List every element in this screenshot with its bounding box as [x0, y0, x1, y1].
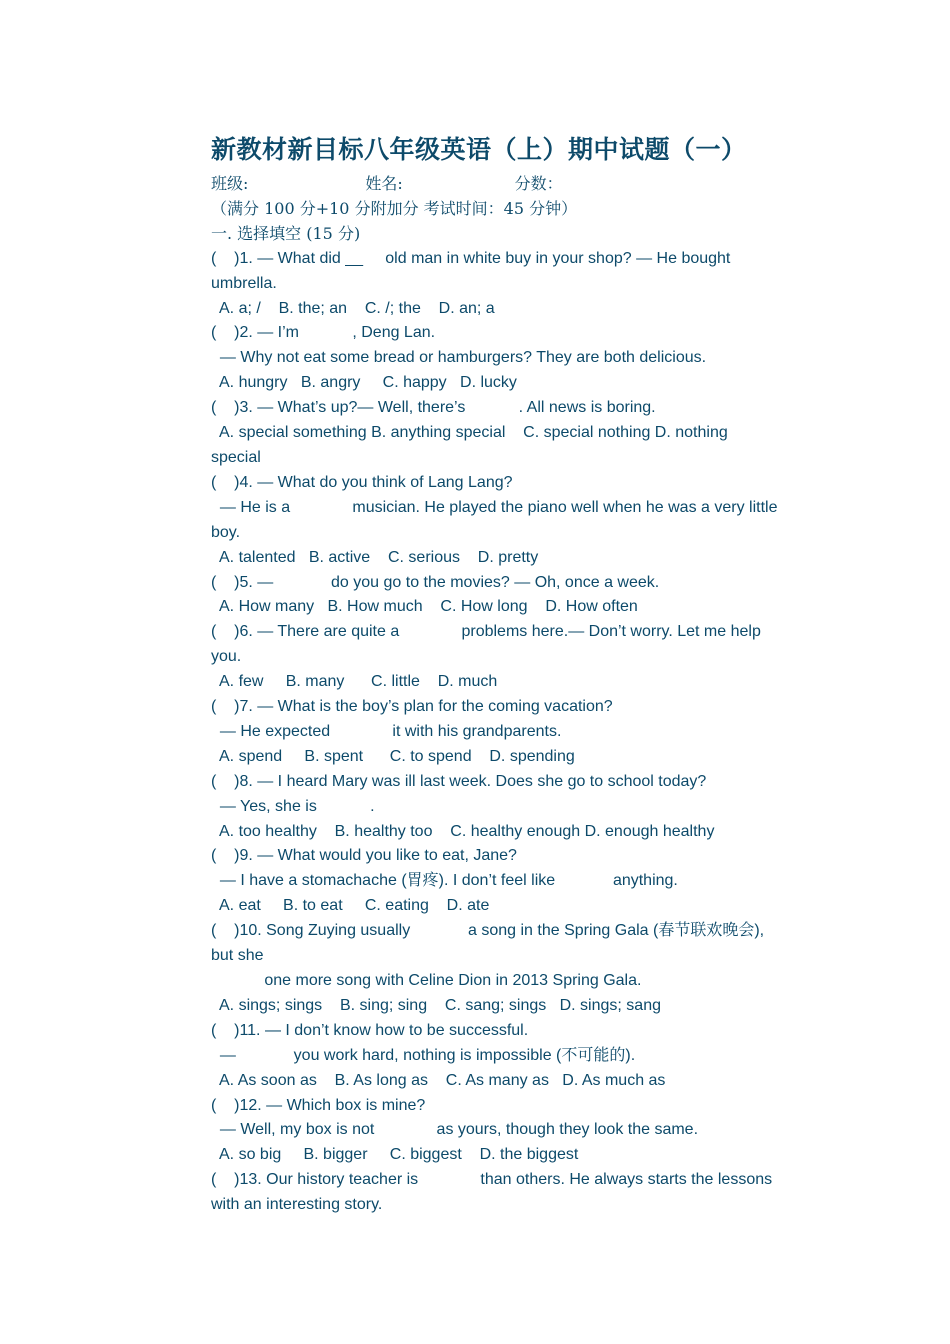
question-line: one more song with Celine Dion in 2013 Spring Gala.: [211, 972, 642, 989]
question-line: ( )13. Our history teacher is than others. He always starts the lessons: [211, 1171, 773, 1189]
question-line: A. spend B. spent C. to spend D. spending: [211, 747, 575, 765]
question-line: ( )4. — What do you think of Lang Lang?: [211, 473, 513, 491]
student-info-line: 班级: 姓名: 分数：: [211, 174, 563, 193]
question-line: — you work hard, nothing is impossible (不可能的).: [211, 1046, 636, 1064]
question-line: ( )12. — Which box is mine?: [211, 1096, 426, 1114]
question-line: ( )2. — I’m , Deng Lan.: [211, 324, 436, 342]
question-line: A. so big B. bigger C. biggest D. the biggest: [211, 1146, 579, 1164]
section-heading: 一. 选择填空 (15 分): [211, 223, 361, 243]
question-line: — Yes, she is .: [211, 797, 375, 815]
question-list: [211, 247, 811, 1218]
question-line: ( )11. — I don’t know how to be successful.: [211, 1021, 529, 1039]
question-line: — I have a stomachache (胃疼). I don’t feel like anything.: [211, 872, 678, 890]
question-line: ( )7. — What is the boy’s plan for the coming vacation?: [211, 698, 613, 716]
question-line: A. How many B. How much C. How long D. How often: [211, 598, 638, 616]
question-line: umbrella.: [211, 274, 277, 292]
question-line: ( )9. — What would you like to eat, Jane?: [211, 847, 517, 865]
question-line: with an interesting story.: [211, 1196, 383, 1214]
exam-page: [211, 128, 811, 1218]
question-line: but she: [211, 947, 264, 965]
question-line: ( )6. — There are quite a problems here.— Don’t worry. Let me help: [211, 623, 761, 641]
question-line: ( )3. — What’s up?— Well, there’s . All news is boring.: [211, 399, 656, 417]
question-line: A. special something B. anything special C. special nothing D. nothing: [211, 424, 728, 442]
question-line: ( )8. — I heard Mary was ill last week. Does she go to school today?: [211, 772, 707, 790]
question-line: you.: [211, 648, 242, 666]
question-line: A. few B. many C. little D. much: [211, 673, 498, 691]
question-line: boy.: [211, 523, 241, 541]
question-line: A. As soon as B. As long as C. As many as D. As much as: [211, 1071, 666, 1089]
question-line: ( )5. — do you go to the movies? — Oh, once a week.: [211, 573, 660, 591]
question-line: A. eat B. to eat C. eating D. ate: [211, 897, 490, 915]
question-line: — Well, my box is not as yours, though they look the same.: [211, 1121, 699, 1139]
question-line: A. sings; sings B. sing; sing C. sang; sings D. sings; sang: [211, 996, 661, 1014]
question-line: ( )1. — What did __ old man in white buy in your shop? — He bought: [211, 249, 731, 267]
question-line: A. a; / B. the; an C. /; the D. an; a: [211, 299, 495, 317]
question-line: special: [211, 448, 261, 466]
question-line: A. too healthy B. healthy too C. healthy enough D. enough healthy: [211, 822, 715, 840]
question-line: — He expected it with his grandparents.: [211, 722, 562, 740]
question-line: — He is a musician. He played the piano well when he was a very little: [211, 498, 778, 516]
question-line: A. hungry B. angry C. happy D. lucky: [211, 374, 517, 392]
exam-title: 新教材新目标八年级英语（上）期中试题（一）: [211, 135, 747, 164]
question-line: ( )10. Song Zuying usually a song in the Spring Gala (春节联欢晚会),: [211, 922, 765, 940]
question-line: — Why not eat some bread or hamburgers? They are both delicious.: [211, 349, 707, 367]
score-note: （满分 100 分+10 分附加分 考试时间：45 分钟）: [211, 198, 578, 218]
question-line: A. talented B. active C. serious D. pretty: [211, 548, 539, 566]
